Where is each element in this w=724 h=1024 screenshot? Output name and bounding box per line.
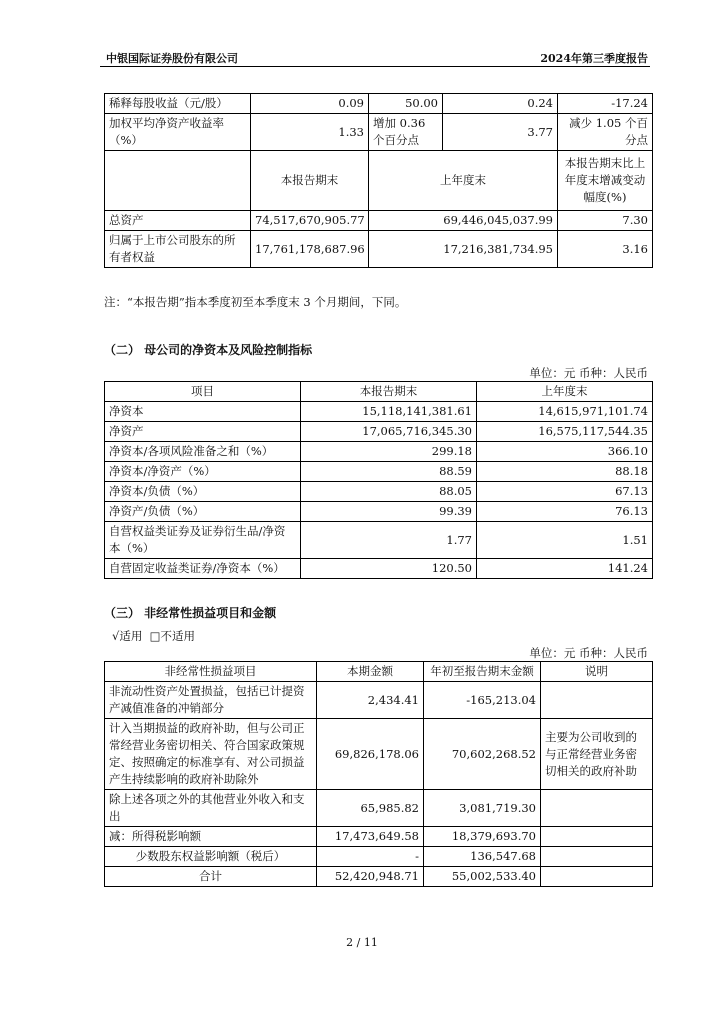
table-row: 净资本 15,118,141,381.61 14,615,971,101.74 [105, 402, 653, 422]
column-header: 项目 [105, 382, 301, 402]
key-indicators-table [104, 93, 653, 268]
company-name: 中银国际证券股份有限公司 [106, 52, 238, 65]
row-label: 总资产 [105, 211, 251, 231]
table-header-row [105, 382, 653, 402]
table-note: 注：“本报告期”指本季度初至本季度末 3 个月期间，下同。 [104, 295, 407, 309]
unit-label: 单位：元 币种：人民币 [529, 646, 648, 660]
row-label: 稀释每股收益（元/股） [105, 94, 251, 114]
table-header-row [105, 662, 653, 682]
section-title: （三） 非经常性损益项目和金额 [104, 606, 277, 620]
column-header: 年初至报告期末金额 [424, 662, 541, 682]
table-row: 计入当期损益的政府补助，但与公司正常经营业务密切相关、符合国家政策规定、按照确定的标准享有、对公司损益产生持续影响的政府补助除外 69,826,178.06 70,602,268.52 主要为公司收到的与正常经营业务密切相关的政府补助 [105, 719, 653, 790]
page-number: 2 / 11 [346, 936, 378, 949]
table-row: 稀释每股收益（元/股） 0.09 50.00 0.24 -17.24 [105, 94, 653, 114]
section-title: （二） 母公司的净资本及风险控制指标 [104, 343, 313, 357]
table-row: 少数股东权益影响额（税后） - 136,547.68 [105, 847, 653, 867]
applicability [112, 628, 195, 644]
header-divider [100, 66, 650, 67]
table-row: 净资本/负债（%） 88.05 67.13 [105, 482, 653, 502]
table-row: 净资本/各项风险准备之和（%） 299.18 366.10 [105, 442, 653, 462]
table-row: 净资产/负债（%） 99.39 76.13 [105, 502, 653, 522]
table-row: 加权平均净资产收益率（%） 1.33 增加 0.36 个百分点 3.77 减少 1.05 个百分点 [105, 114, 653, 151]
net-capital-table [104, 381, 653, 579]
column-header: 非经常性损益项目 [105, 662, 317, 682]
table-row: 合计 52,420,948.71 55,002,533.40 [105, 867, 653, 887]
row-label: 加权平均净资产收益率（%） [105, 114, 251, 151]
table-row: 净资产 17,065,716,345.30 16,575,117,544.35 [105, 422, 653, 442]
table-row: 净资本/净资产（%） 88.59 88.18 [105, 462, 653, 482]
row-label: 归属于上市公司股东的所有者权益 [105, 231, 251, 268]
table-row: 自营固定收益类证券/净资本（%） 120.50 141.24 [105, 559, 653, 579]
table-row: 除上述各项之外的其他营业外收入和支出 65,985.82 3,081,719.30 [105, 790, 653, 827]
not-applicable-checkbox: □不适用 [149, 629, 196, 643]
column-header: 本报告期末 [251, 151, 369, 211]
unit-label: 单位：元 币种：人民币 [529, 366, 648, 380]
non-recurring-table [104, 661, 653, 887]
column-header: 本报告期末比上年度末增减变动幅度(%) [558, 151, 653, 211]
column-header: 本报告期末 [301, 382, 477, 402]
table-row: 归属于上市公司股东的所有者权益 17,761,178,687.96 17,216,381,734.95 3.16 [105, 231, 653, 268]
column-header: 本期金额 [317, 662, 424, 682]
report-title: 2024年第三季度报告 [540, 52, 648, 65]
table-row: 总资产 74,517,670,905.77 69,446,045,037.99 7.30 [105, 211, 653, 231]
page-header [100, 48, 648, 64]
table-row: 非流动性资产处置损益，包括已计提资产减值准备的冲销部分 2,434.41 -165,213.04 [105, 682, 653, 719]
table-row: 自营权益类证券及证券衍生品/净资本（%） 1.77 1.51 [105, 522, 653, 559]
applicable-checkbox: √适用 [112, 629, 143, 643]
column-header: 上年度末 [369, 151, 558, 211]
column-header: 说明 [541, 662, 653, 682]
column-header: 上年度末 [477, 382, 653, 402]
table-header-row [105, 151, 653, 211]
table-row: 减：所得税影响额 17,473,649.58 18,379,693.70 [105, 827, 653, 847]
